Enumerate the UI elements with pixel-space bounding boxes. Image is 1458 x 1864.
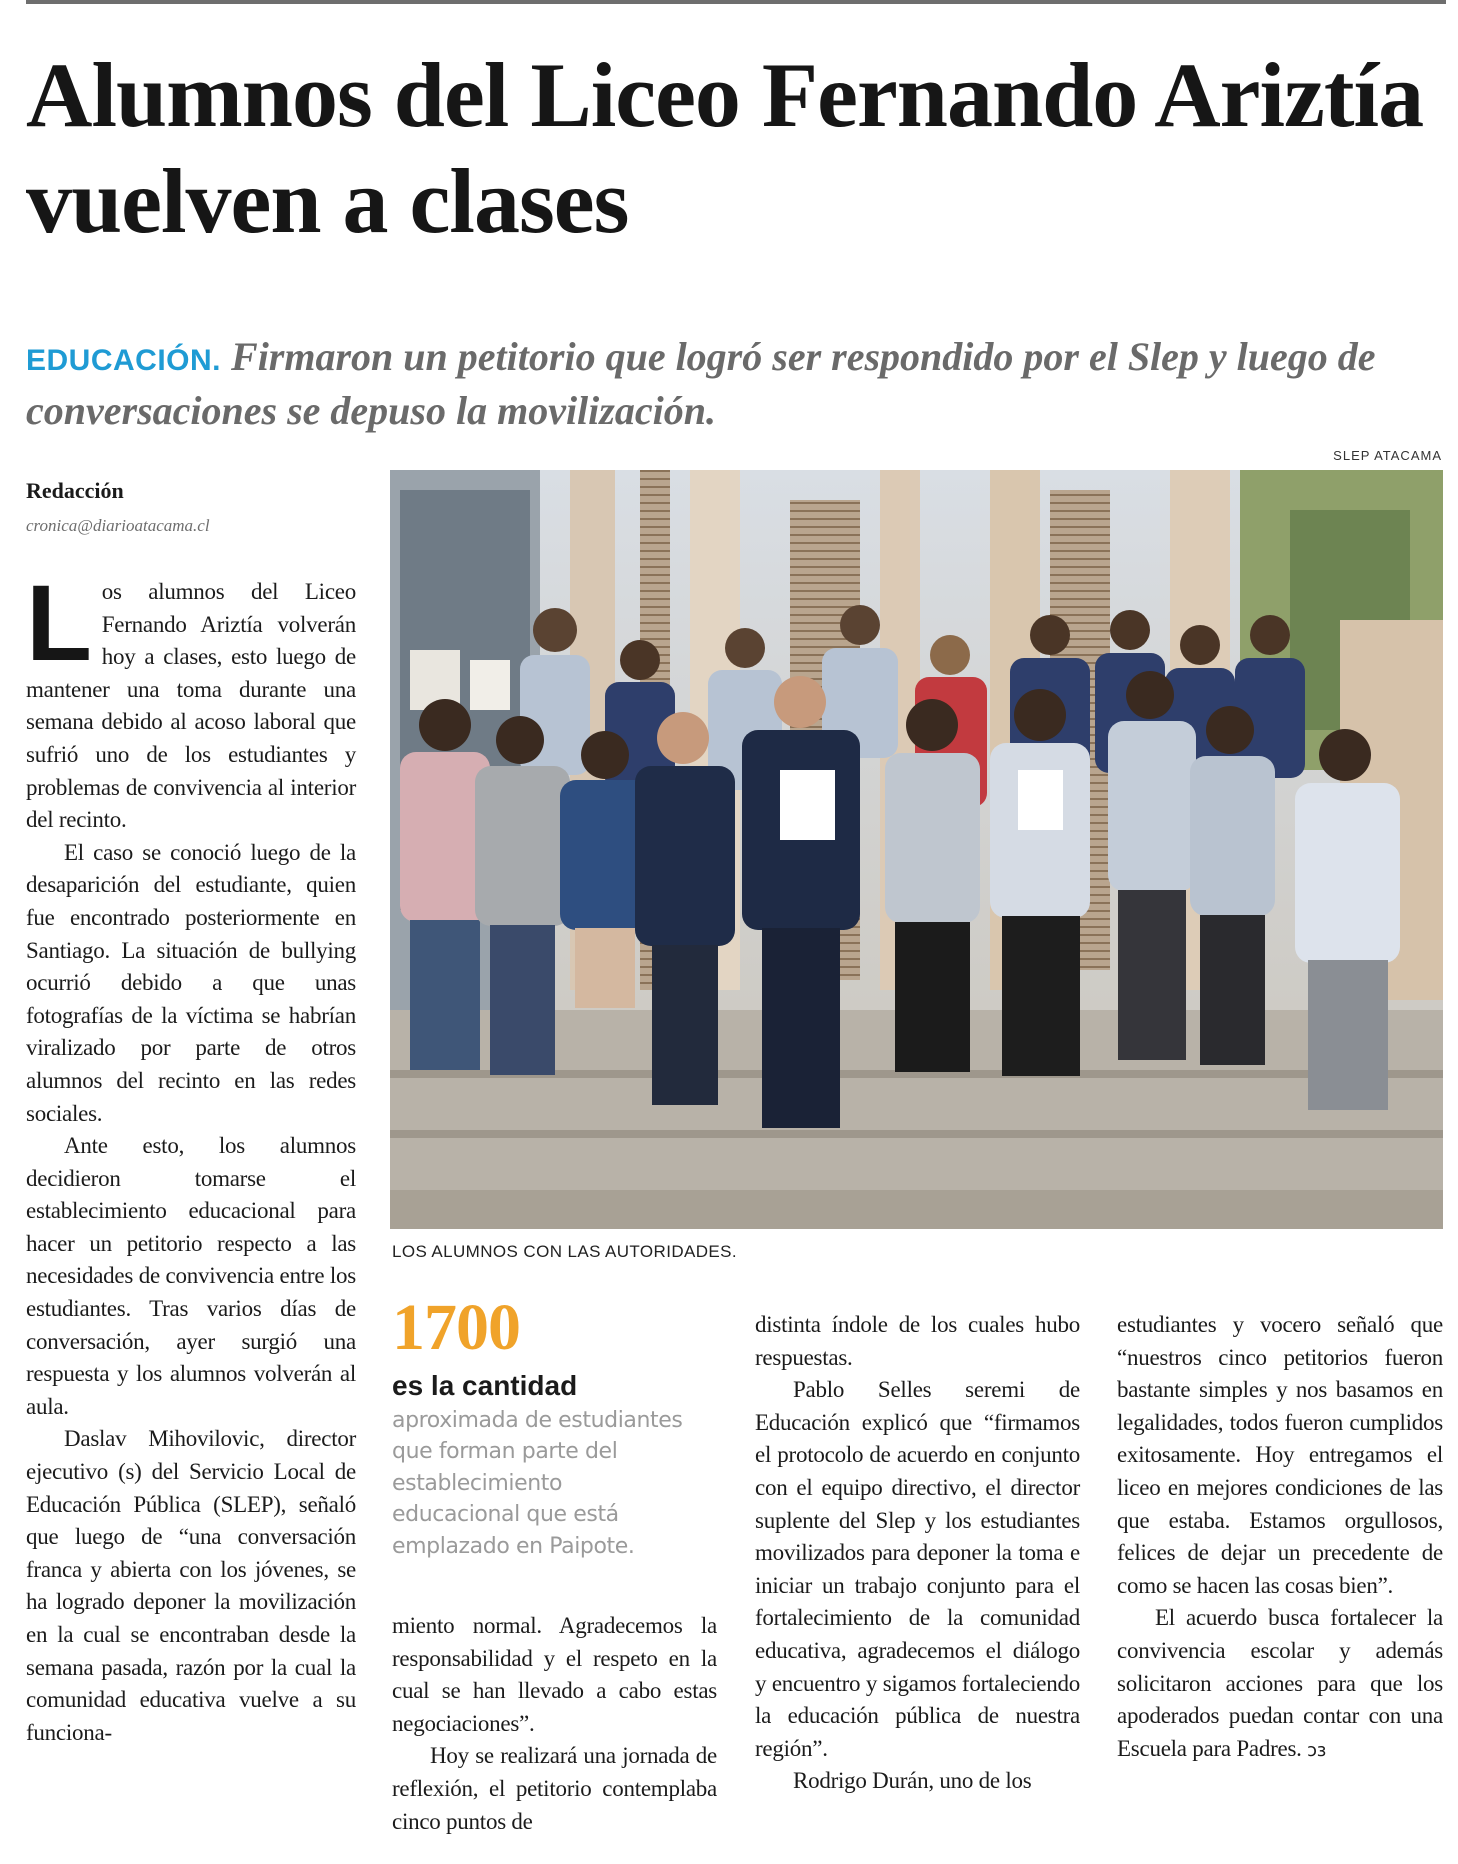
paragraph-8: Pablo Selles seremi de Educación explicó que “firmamos el protocolo de acuerdo en conjunto con el equipo directivo, el director suplente del Slep y los estudiantes movilizados para deponer la toma e iniciar un trabajo conjunto para el fortalecimiento de la comunidad educativa, agradecemos el diálogo y encuentro y sigamos fortaleciendo la educación pública de nuestra región”. [755, 1377, 1080, 1761]
deck [26, 332, 1446, 436]
paragraph-1-text: os alumnos del Liceo Fernando Ariztía volverán hoy a clases, esto luego de mantener una toma durante una semana debido al acoso laboral que sufrió uno de los estudiantes y problemas de convivencia al interior del recinto. [26, 579, 356, 833]
byline: Redacción [26, 478, 124, 503]
paragraph-5: miento normal. Agradecemos la responsabilidad y el respeto en la cual se han llevado a cabo estas negociaciones”. [392, 1613, 717, 1736]
paragraph-7: distinta índole de los cuales hubo respuestas. [755, 1312, 1080, 1370]
headline: Alumnos del Liceo Fernando Ariztía vuelven a clases [26, 44, 1424, 252]
deck-text: Firmaron un petitorio que logró ser respondido por el Slep y luego de conversaciones se depuso la movilización. [26, 334, 1376, 433]
top-rule [26, 0, 1446, 4]
section-kicker: EDUCACIÓN. [26, 344, 222, 377]
fact-lead: es la cantidad [392, 1370, 578, 1401]
fact-box [392, 1370, 687, 1562]
paragraph-9: Rodrigo Durán, uno de los [793, 1768, 1032, 1794]
paragraph-10: estudiantes y vocero señaló que “nuestros cinco petitorios fueron bastante simples y nos basamos en legalidades, todos fueron cumplidos exitosamente. Hoy entregamos el liceo en mejores condiciones de las que estaba. Estamos orgullosos, felices de dejar un precedente de como se hacen las cosas bien”. [1117, 1312, 1443, 1598]
author-email: cronica@diarioatacama.cl [26, 516, 210, 535]
paragraph-1 [26, 562, 356, 837]
photo-caption: LOS ALUMNOS CON LAS AUTORIDADES. [392, 1242, 738, 1261]
paragraph-11 [1117, 1602, 1443, 1767]
column-3 [755, 1309, 1080, 1798]
column-1 [26, 562, 356, 1749]
fact-number: 1700 [392, 1291, 520, 1364]
column-4 [1117, 1309, 1443, 1767]
fact-text: aproximada de estudiantes que forman parte del establecimiento educacional que está emplazado en Paipote. [392, 1407, 683, 1559]
drop-cap: L [26, 562, 92, 683]
end-mark: ↄз [1307, 1739, 1327, 1761]
column-2 [392, 1610, 717, 1838]
article-photo [390, 470, 1443, 1229]
paragraph-3: Ante esto, los alumnos decidieron tomarse el establecimiento educacional para hacer un petitorio respecto a las necesidades de convivencia entre los estudiantes. Tras varios días de conversación, ayer surgió una respuesta y los alumnos volverán al aula. [26, 1133, 356, 1419]
photo-credit: SLEP ATACAMA [1333, 448, 1442, 463]
paragraph-2: El caso se conoció luego de la desaparición del estudiante, quien fue encontrado posteriormente en Santiago. La situación de bullying ocurrió debido a que unas fotografías de la víctima se habrían viralizado por parte de otros alumnos del recinto en las redes sociales. [26, 839, 356, 1126]
paragraph-4: Daslav Mihovilovic, director ejecutivo (s) del Servicio Local de Educación Pública (SLEP), señaló que luego de “una conversación franca y abierta con los jóvenes, se ha logrado deponer la movilización en la cual se encontraban desde la semana pasada, razón por la cual la comunidad educativa vuelve a su funciona- [26, 1426, 356, 1745]
paragraph-6: Hoy se realizará una jornada de reflexión, el petitorio contemplaba cinco puntos de [392, 1743, 717, 1834]
paragraph-11-text: El acuerdo busca fortalecer la convivencia escolar y además solicitaron acciones para que los apoderados puedan contar con una Escuela para Padres. [1117, 1605, 1443, 1761]
